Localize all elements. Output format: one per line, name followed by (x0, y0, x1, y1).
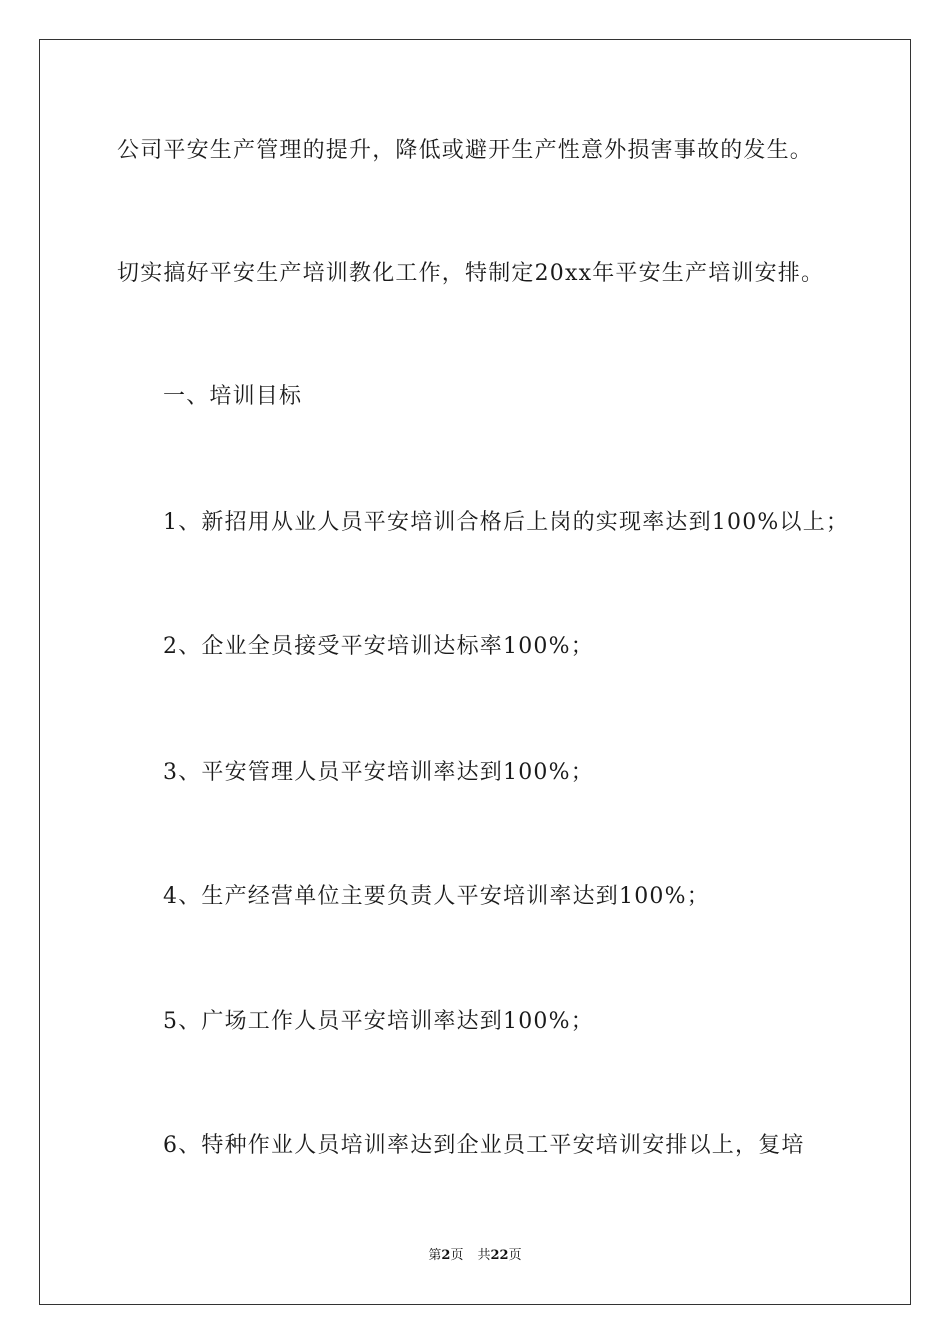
page-border (39, 39, 911, 1305)
page-footer (0, 1247, 950, 1265)
list-item: 4、生产经营单位主要负责人平安培训率达到100%； (163, 884, 710, 909)
list-item: 2、企业全员接受平安培训达标率100%； (163, 634, 594, 659)
list-item: 3、平安管理人员平安培训率达到100%； (163, 760, 594, 785)
page-suffix: 页 (450, 1248, 464, 1263)
paragraph-line: 公司平安生产管理的提升，降低或避开生产性意外损害事故的发生。 (117, 138, 814, 163)
page-prefix: 第 (428, 1248, 442, 1263)
list-item: 5、广场工作人员平安培训率达到100%； (163, 1009, 594, 1034)
section-heading: 一、培训目标 (163, 384, 303, 409)
list-item: 1、新招用从业人员平安培训合格后上岗的实现率达到100%以上； (163, 510, 850, 535)
paragraph-line: 切实搞好平安生产培训教化工作，特制定20xx年平安生产培训安排。 (117, 261, 825, 286)
total-suffix: 页 (508, 1248, 522, 1263)
total-prefix: 共 (477, 1248, 491, 1263)
page-number: 2 (441, 1248, 451, 1263)
list-item: 6、特种作业人员培训率达到企业员工平安培训安排以上，复培 (163, 1133, 805, 1158)
total-pages: 22 (490, 1248, 509, 1263)
